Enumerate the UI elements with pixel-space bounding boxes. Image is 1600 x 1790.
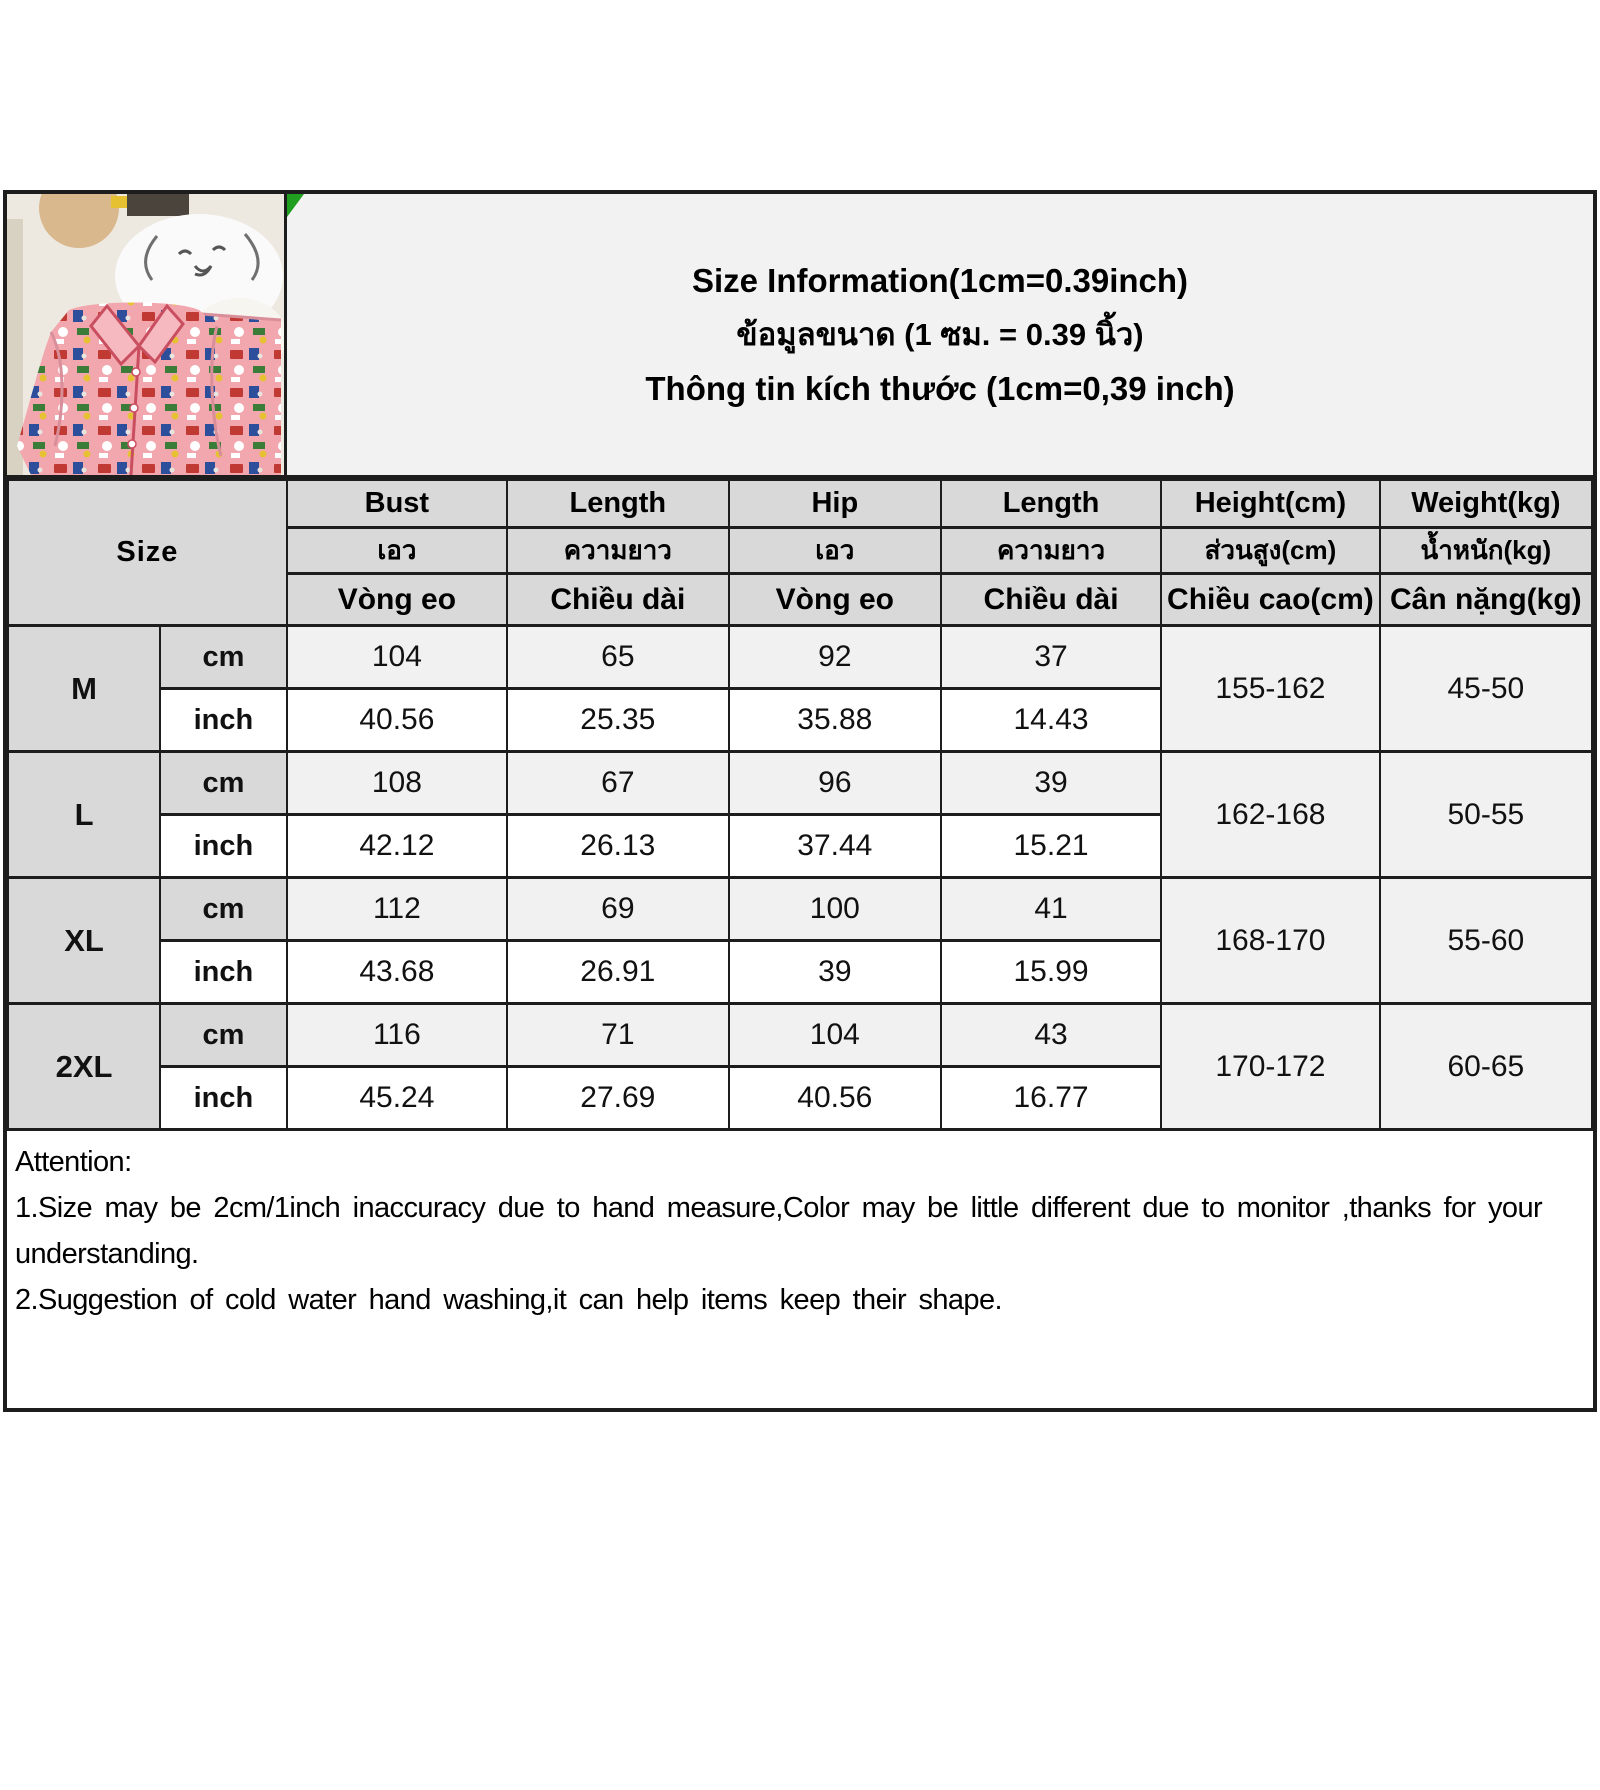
col-header-length-vi: Chiều dài xyxy=(507,574,729,626)
col-header-hip-vi: Vòng eo xyxy=(729,574,941,626)
cell-l-bust-inch: 42.12 xyxy=(287,815,507,878)
cell-xl-length2-inch: 15.99 xyxy=(941,941,1161,1004)
cell-2xl-hip-cm: 104 xyxy=(729,1004,941,1067)
col-header-height-vi: Chiều cao(cm) xyxy=(1161,574,1380,626)
col-header-weight-vi: Cân nặng(kg) xyxy=(1380,574,1592,626)
cell-l-length-inch: 26.13 xyxy=(507,815,729,878)
cell-l-hip-cm: 96 xyxy=(729,752,941,815)
cell-m-hip-cm: 92 xyxy=(729,626,941,689)
cell-l-length2-cm: 39 xyxy=(941,752,1161,815)
cell-2xl-hip-inch: 40.56 xyxy=(729,1067,941,1130)
cell-2xl-length2-inch: 16.77 xyxy=(941,1067,1161,1130)
cell-xl-bust-cm: 112 xyxy=(287,878,507,941)
unit-inch: inch xyxy=(160,815,287,878)
unit-cm: cm xyxy=(160,878,287,941)
col-header-length2: Length xyxy=(941,480,1161,528)
cell-xl-hip-inch: 39 xyxy=(729,941,941,1004)
col-header-hip: Hip xyxy=(729,480,941,528)
col-header-length-th: ความยาว xyxy=(507,528,729,574)
col-header-height: Height(cm) xyxy=(1161,480,1380,528)
table-row xyxy=(8,878,1592,941)
cell-xl-length2-cm: 41 xyxy=(941,878,1161,941)
cell-m-length2-cm: 37 xyxy=(941,626,1161,689)
cell-xl-length-inch: 26.91 xyxy=(507,941,729,1004)
col-header-length2-vi: Chiều dài xyxy=(941,574,1161,626)
page-title-thai: ข้อมูลขนาด (1 ซม. = 0.39 นิ้ว) xyxy=(736,316,1144,352)
unit-cm: cm xyxy=(160,752,287,815)
cell-2xl-height: 170-172 xyxy=(1161,1004,1380,1130)
page-title: Size Information(1cm=0.39inch) xyxy=(691,261,1189,299)
col-header-weight: Weight(kg) xyxy=(1380,480,1592,528)
cell-l-length2-inch: 15.21 xyxy=(941,815,1161,878)
cell-2xl-length-cm: 71 xyxy=(507,1004,729,1067)
cell-m-hip-inch: 35.88 xyxy=(729,689,941,752)
size-label-m: M xyxy=(8,626,160,752)
cell-l-height: 162-168 xyxy=(1161,752,1380,878)
cell-l-weight: 50-55 xyxy=(1380,752,1592,878)
cell-2xl-weight: 60-65 xyxy=(1380,1004,1592,1130)
cell-m-weight: 45-50 xyxy=(1380,626,1592,752)
cell-2xl-length2-cm: 43 xyxy=(941,1004,1161,1067)
cell-xl-weight: 55-60 xyxy=(1380,878,1592,1004)
size-label-2xl: 2XL xyxy=(8,1004,160,1130)
pajama-photo-illustration xyxy=(7,194,287,475)
unit-cm: cm xyxy=(160,626,287,689)
cell-2xl-length-inch: 27.69 xyxy=(507,1067,729,1130)
cell-2xl-bust-cm: 116 xyxy=(287,1004,507,1067)
attention-note-2: 2.Suggestion of cold water hand washing,it can help items keep their shape. xyxy=(15,1284,1002,1316)
col-header-bust: Bust xyxy=(287,480,507,528)
size-label-l: L xyxy=(8,752,160,878)
cell-l-hip-inch: 37.44 xyxy=(729,815,941,878)
cell-2xl-bust-inch: 45.24 xyxy=(287,1067,507,1130)
cell-l-bust-cm: 108 xyxy=(287,752,507,815)
table-row xyxy=(8,626,1592,689)
cell-m-length2-inch: 14.43 xyxy=(941,689,1161,752)
cell-xl-hip-cm: 100 xyxy=(729,878,941,941)
cell-m-bust-inch: 40.56 xyxy=(287,689,507,752)
cell-l-length-cm: 67 xyxy=(507,752,729,815)
col-header-length: Length xyxy=(507,480,729,528)
col-header-length2-th: ความยาว xyxy=(941,528,1161,574)
title-block xyxy=(287,194,1593,475)
size-table xyxy=(7,478,1593,1131)
col-header-bust-vi: Vòng eo xyxy=(287,574,507,626)
cell-xl-length-cm: 69 xyxy=(507,878,729,941)
attention-note-1: 1.Size may be 2cm/1inch inaccuracy due to hand measure,Color may be little different due to monitor ,thanks for your understanding. xyxy=(15,1192,1543,1270)
top-band xyxy=(7,194,1593,478)
cell-xl-height: 168-170 xyxy=(1161,878,1380,1004)
unit-cm: cm xyxy=(160,1004,287,1067)
cell-m-length-inch: 25.35 xyxy=(507,689,729,752)
cell-m-length-cm: 65 xyxy=(507,626,729,689)
col-header-bust-th: เอว xyxy=(287,528,507,574)
unit-inch: inch xyxy=(160,689,287,752)
table-row xyxy=(8,1004,1592,1067)
col-header-weight-th: น้ำหนัก(kg) xyxy=(1380,528,1592,574)
table-row xyxy=(8,752,1592,815)
size-chart-sheet xyxy=(3,190,1597,1412)
col-header-height-th: ส่วนสูง(cm) xyxy=(1161,528,1380,574)
cell-xl-bust-inch: 43.68 xyxy=(287,941,507,1004)
attention-heading: Attention: xyxy=(15,1146,132,1178)
unit-inch: inch xyxy=(160,941,287,1004)
attention-section xyxy=(7,1131,1593,1408)
unit-inch: inch xyxy=(160,1067,287,1130)
product-photo xyxy=(7,194,287,475)
corner-flag-icon xyxy=(287,194,304,217)
cell-m-bust-cm: 104 xyxy=(287,626,507,689)
col-header-hip-th: เอว xyxy=(729,528,941,574)
cell-m-height: 155-162 xyxy=(1161,626,1380,752)
size-header-cell: Size xyxy=(8,480,287,626)
page-title-vietnamese: Thông tin kích thước (1cm=0,39 inch) xyxy=(645,369,1235,407)
size-label-xl: XL xyxy=(8,878,160,1004)
